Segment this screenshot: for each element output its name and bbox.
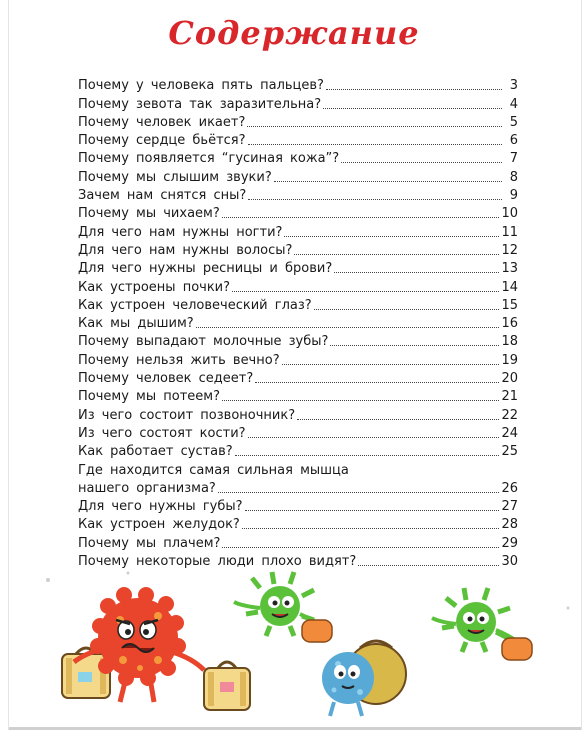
toc-page-number: 16 xyxy=(501,316,518,332)
toc-entry xyxy=(78,76,518,94)
toc-leader-dots xyxy=(255,382,499,383)
toc-entry xyxy=(78,314,518,332)
toc-entry-title: Для чего нужны губы? xyxy=(78,499,243,515)
toc-entry xyxy=(78,222,518,240)
toc-leader-dots xyxy=(245,510,500,511)
toc-entry-title: нашего организма? xyxy=(78,480,216,496)
toc-entry xyxy=(78,204,518,222)
toc-page-number: 3 xyxy=(509,78,518,94)
toc-entry-title: Почему мы чихаем? xyxy=(78,206,220,222)
toc-leader-dots xyxy=(235,455,500,456)
toc-leader-dots xyxy=(334,272,499,273)
toc-leader-dots xyxy=(248,199,502,200)
toc-entry-title: Почему человек икает? xyxy=(78,114,246,130)
toc-entry xyxy=(78,167,518,185)
toc-page-number: 28 xyxy=(501,517,518,533)
toc-leader-dots xyxy=(297,419,499,420)
toc-entry-title: Почему нельзя жить вечно? xyxy=(78,352,280,368)
toc-leader-dots xyxy=(330,345,499,346)
toc-leader-dots xyxy=(274,181,502,182)
toc-leader-dots xyxy=(284,236,499,237)
toc-page-number: 10 xyxy=(501,206,518,222)
toc-entry-title: Как устроены почки? xyxy=(78,279,231,295)
toc-entry-title: Почему зевота так заразительна? xyxy=(78,96,322,112)
toc-entry-title: Как устроен желудок? xyxy=(78,517,240,533)
toc-leader-dots xyxy=(314,309,500,310)
toc-page-number: 7 xyxy=(509,151,518,167)
toc-entry-title: Почему некоторые люди плохо видят? xyxy=(78,554,357,570)
toc-entry xyxy=(78,94,518,112)
toc-page-number: 21 xyxy=(501,389,518,405)
toc-entry-title: Почему мы слышим звуки? xyxy=(78,169,272,185)
toc-page-number: 29 xyxy=(501,535,518,551)
toc-entry-title: Зачем нам снятся сны? xyxy=(78,188,247,204)
toc-page-number: 15 xyxy=(501,297,518,313)
toc-page-number: 20 xyxy=(501,371,518,387)
toc-entry xyxy=(78,186,518,204)
toc-entry xyxy=(78,149,518,167)
toc-entry-title: Почему мы потеем? xyxy=(78,389,220,405)
toc-entry xyxy=(78,442,518,460)
toc-page-number: 8 xyxy=(509,169,518,185)
toc-entry-title: Из чего состоит позвоночник? xyxy=(78,407,296,423)
toc-leader-dots xyxy=(242,528,500,529)
toc-page-number: 6 xyxy=(509,133,518,149)
toc-entry xyxy=(78,515,518,533)
toc-leader-dots xyxy=(222,217,500,218)
toc-entry-title: Почему мы плачем? xyxy=(78,535,221,551)
toc-page-number: 26 xyxy=(501,480,518,496)
illustration-germs-travelling xyxy=(8,568,580,728)
toc-entry xyxy=(78,241,518,259)
toc-entry xyxy=(78,424,518,442)
toc-leader-dots xyxy=(218,492,500,493)
toc-entry-title: Почему у человека пять пальцев? xyxy=(78,78,324,94)
toc-entry-title: Для чего нужны ресницы и брови? xyxy=(78,261,333,277)
toc-entry-title: Как устроен человеческий глаз? xyxy=(78,297,312,313)
toc-entry xyxy=(78,350,518,368)
toc-page-number: 30 xyxy=(501,554,518,570)
toc-page-number: 9 xyxy=(509,188,518,204)
toc-entry xyxy=(78,479,518,497)
toc-entry xyxy=(78,387,518,405)
toc-entry-title: Где находится самая сильная мышца xyxy=(78,462,349,478)
toc-leader-dots xyxy=(323,108,502,109)
toc-leader-dots xyxy=(232,291,499,292)
toc-leader-dots xyxy=(247,126,502,127)
blue-germ-icon xyxy=(322,641,406,716)
toc-entry xyxy=(78,533,518,551)
toc-entry xyxy=(78,405,518,423)
toc-leader-dots xyxy=(248,437,500,438)
toc-page-number: 18 xyxy=(501,334,518,350)
toc-entry-title: Почему выпадают молочные зубы? xyxy=(78,334,329,350)
toc-leader-dots xyxy=(326,89,502,90)
toc-leader-dots xyxy=(294,254,499,255)
toc-leader-dots xyxy=(282,364,500,365)
toc-page-number: 27 xyxy=(501,499,518,515)
toc-page-number: 13 xyxy=(501,261,518,277)
toc-entry xyxy=(78,497,518,515)
toc-entry-title: Для чего нам нужны ногти? xyxy=(78,224,283,240)
toc-entry xyxy=(78,131,518,149)
toc-entry-title: Как мы дышим? xyxy=(78,316,194,332)
toc-entry-title: Для чего нам нужны волосы? xyxy=(78,242,293,258)
toc-page-number: 4 xyxy=(509,96,518,112)
toc-page-number: 14 xyxy=(501,279,518,295)
toc-entry-title: Почему появляется “гусиная кожа”? xyxy=(78,151,340,167)
toc-entry-title: Почему человек седеет? xyxy=(78,371,254,387)
table-of-contents xyxy=(78,76,518,570)
toc-entry xyxy=(78,332,518,350)
toc-page-number: 19 xyxy=(501,352,518,368)
toc-entry xyxy=(78,369,518,387)
toc-page-number: 25 xyxy=(501,444,518,460)
toc-entry xyxy=(78,113,518,131)
toc-leader-dots xyxy=(248,144,502,145)
toc-leader-dots xyxy=(196,327,500,328)
toc-page-number: 5 xyxy=(509,114,518,130)
suitcase-right-icon xyxy=(204,662,250,710)
toc-leader-dots xyxy=(222,400,499,401)
toc-leader-dots xyxy=(341,162,502,163)
green-germ-icon xyxy=(234,572,332,642)
toc-entry xyxy=(78,277,518,295)
green-germ-right-icon xyxy=(432,588,532,660)
toc-leader-dots xyxy=(222,547,499,548)
toc-page-number: 12 xyxy=(501,242,518,258)
toc-page-number: 24 xyxy=(501,425,518,441)
toc-entry-title: Из чего состоят кости? xyxy=(78,425,246,441)
toc-entry xyxy=(78,259,518,277)
toc-leader-dots xyxy=(358,565,499,566)
toc-page-number: 11 xyxy=(501,224,518,240)
toc-entry xyxy=(78,296,518,314)
toc-entry-title: Как работает сустав? xyxy=(78,444,233,460)
page-title: Содержание xyxy=(168,14,420,52)
toc-page-number: 22 xyxy=(501,407,518,423)
toc-entry xyxy=(78,460,518,478)
toc-entry-title: Почему сердце бьётся? xyxy=(78,133,246,149)
